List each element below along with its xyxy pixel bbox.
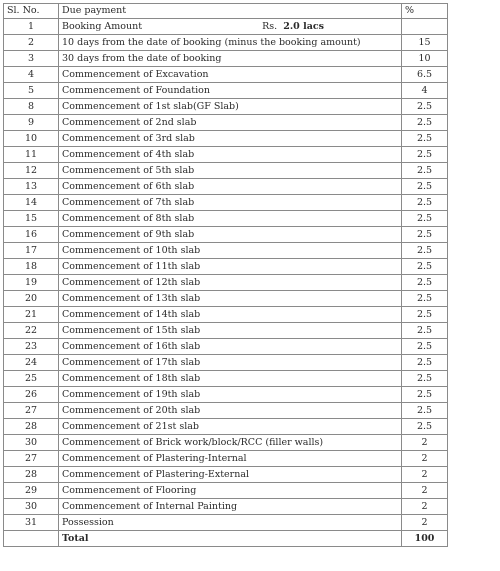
booking-amount-value: 2.0 lacs bbox=[283, 20, 324, 32]
cell-percent: 2.5 bbox=[402, 275, 448, 291]
table-row bbox=[4, 35, 448, 51]
table-row bbox=[4, 387, 448, 403]
cell-due-payment: Commencement of 8th slab bbox=[59, 211, 402, 227]
cell-due-payment: Commencement of 21st slab bbox=[59, 419, 402, 435]
cell-percent: 10 bbox=[402, 51, 448, 67]
table-row bbox=[4, 179, 448, 195]
cell-due-payment: Commencement of 10th slab bbox=[59, 243, 402, 259]
table-row bbox=[4, 323, 448, 339]
cell-due-payment: Commencement of Brick work/block/RCC (filler walls) bbox=[59, 435, 402, 451]
cell-percent: 2 bbox=[402, 451, 448, 467]
cell-percent: 2.5 bbox=[402, 227, 448, 243]
cell-due-payment: 10 days from the date of booking (minus the booking amount) bbox=[59, 35, 402, 51]
table-row bbox=[4, 371, 448, 387]
cell-due-payment: Commencement of 4th slab bbox=[59, 147, 402, 163]
cell-percent: 2.5 bbox=[402, 243, 448, 259]
cell-due-payment: Commencement of 5th slab bbox=[59, 163, 402, 179]
cell-sl-no: 26 bbox=[4, 387, 59, 403]
cell-sl-no: 3 bbox=[4, 51, 59, 67]
cell-sl-no: 1 bbox=[4, 19, 59, 35]
cell-sl-no: 24 bbox=[4, 355, 59, 371]
cell-due-payment: Commencement of 14th slab bbox=[59, 307, 402, 323]
table-row bbox=[4, 435, 448, 451]
table-row bbox=[4, 131, 448, 147]
cell-percent: 2.5 bbox=[402, 147, 448, 163]
table-row bbox=[4, 51, 448, 67]
cell-due-payment: Commencement of 1st slab(GF Slab) bbox=[59, 99, 402, 115]
cell-percent: 2 bbox=[402, 435, 448, 451]
cell-percent: 2 bbox=[402, 483, 448, 499]
cell-sl-no: 8 bbox=[4, 99, 59, 115]
cell-percent: 2.5 bbox=[402, 211, 448, 227]
cell-sl-no: 14 bbox=[4, 195, 59, 211]
cell-sl-no: 22 bbox=[4, 323, 59, 339]
cell-percent: 2.5 bbox=[402, 99, 448, 115]
table-row bbox=[4, 227, 448, 243]
cell-percent: 2.5 bbox=[402, 355, 448, 371]
table-row bbox=[4, 163, 448, 179]
cell-sl-no: 29 bbox=[4, 483, 59, 499]
cell-percent: 2.5 bbox=[402, 419, 448, 435]
cell-due-payment: Commencement of 19th slab bbox=[59, 387, 402, 403]
header-sl-no: Sl. No. bbox=[4, 4, 59, 19]
cell-sl-no: 9 bbox=[4, 115, 59, 131]
table-row bbox=[4, 115, 448, 131]
cell-due-payment: Commencement of 6th slab bbox=[59, 179, 402, 195]
cell-sl-no: 23 bbox=[4, 339, 59, 355]
table-row bbox=[4, 451, 448, 467]
cell-percent bbox=[402, 19, 448, 35]
payment-schedule-table bbox=[3, 3, 448, 547]
table-row bbox=[4, 499, 448, 515]
cell-percent: 2.5 bbox=[402, 371, 448, 387]
cell-sl-no: 27 bbox=[4, 403, 59, 419]
cell-due-payment: Commencement of 9th slab bbox=[59, 227, 402, 243]
table-row bbox=[4, 211, 448, 227]
cell-due-payment: Commencement of 18th slab bbox=[59, 371, 402, 387]
table-row bbox=[4, 195, 448, 211]
cell-sl-no: 19 bbox=[4, 275, 59, 291]
table-row bbox=[4, 339, 448, 355]
cell-percent: 2.5 bbox=[402, 291, 448, 307]
table-row bbox=[4, 291, 448, 307]
cell-percent: 2.5 bbox=[402, 195, 448, 211]
table-row bbox=[4, 403, 448, 419]
cell-percent: 2.5 bbox=[402, 259, 448, 275]
cell-sl-no: 16 bbox=[4, 227, 59, 243]
cell-percent: 2.5 bbox=[402, 403, 448, 419]
table-row bbox=[4, 83, 448, 99]
table-row bbox=[4, 307, 448, 323]
total-percent: 100 bbox=[402, 531, 448, 547]
cell-due-payment bbox=[59, 19, 402, 35]
cell-percent: 2 bbox=[402, 515, 448, 531]
total-label: Total bbox=[59, 531, 402, 547]
booking-row bbox=[4, 19, 448, 35]
cell-sl-no: 25 bbox=[4, 371, 59, 387]
table-row bbox=[4, 419, 448, 435]
table-row bbox=[4, 483, 448, 499]
cell-sl-no: 30 bbox=[4, 499, 59, 515]
cell-sl-no: 21 bbox=[4, 307, 59, 323]
cell-due-payment: Commencement of Foundation bbox=[59, 83, 402, 99]
cell-percent: 2 bbox=[402, 499, 448, 515]
cell-sl-no: 28 bbox=[4, 467, 59, 483]
cell-percent: 2.5 bbox=[402, 307, 448, 323]
cell-sl-no: 13 bbox=[4, 179, 59, 195]
cell-sl-no: 10 bbox=[4, 131, 59, 147]
cell-percent: 2.5 bbox=[402, 387, 448, 403]
cell-sl-no: 30 bbox=[4, 435, 59, 451]
table-row bbox=[4, 355, 448, 371]
cell-due-payment: Commencement of Plastering-Internal bbox=[59, 451, 402, 467]
cell-sl-no: 12 bbox=[4, 163, 59, 179]
cell-due-payment: Commencement of 2nd slab bbox=[59, 115, 402, 131]
cell-due-payment: Commencement of Excavation bbox=[59, 67, 402, 83]
cell-sl-no bbox=[4, 531, 59, 547]
cell-due-payment: Commencement of Flooring bbox=[59, 483, 402, 499]
cell-due-payment: 30 days from the date of booking bbox=[59, 51, 402, 67]
cell-percent: 6.5 bbox=[402, 67, 448, 83]
cell-due-payment: Commencement of 11th slab bbox=[59, 259, 402, 275]
cell-due-payment: Commencement of 7th slab bbox=[59, 195, 402, 211]
cell-due-payment: Commencement of 15th slab bbox=[59, 323, 402, 339]
header-percent: % bbox=[402, 4, 448, 19]
cell-percent: 2.5 bbox=[402, 323, 448, 339]
cell-percent: 2.5 bbox=[402, 163, 448, 179]
table-row bbox=[4, 147, 448, 163]
cell-percent: 15 bbox=[402, 35, 448, 51]
booking-amount bbox=[262, 22, 398, 32]
cell-due-payment: Commencement of Internal Painting bbox=[59, 499, 402, 515]
total-row bbox=[4, 531, 448, 547]
cell-sl-no: 18 bbox=[4, 259, 59, 275]
table-row bbox=[4, 275, 448, 291]
cell-sl-no: 2 bbox=[4, 35, 59, 51]
cell-due-payment: Possession bbox=[59, 515, 402, 531]
cell-sl-no: 4 bbox=[4, 67, 59, 83]
booking-amount-prefix: Rs. bbox=[262, 20, 278, 32]
table-row bbox=[4, 515, 448, 531]
cell-due-payment: Commencement of 16th slab bbox=[59, 339, 402, 355]
cell-sl-no: 28 bbox=[4, 419, 59, 435]
cell-due-payment: Commencement of Plastering-External bbox=[59, 467, 402, 483]
header-due-payment: Due payment bbox=[59, 4, 402, 19]
cell-percent: 2.5 bbox=[402, 179, 448, 195]
cell-sl-no: 17 bbox=[4, 243, 59, 259]
cell-percent: 2 bbox=[402, 467, 448, 483]
cell-percent: 2.5 bbox=[402, 339, 448, 355]
cell-due-payment: Commencement of 3rd slab bbox=[59, 131, 402, 147]
table-row bbox=[4, 67, 448, 83]
cell-due-payment: Commencement of 13th slab bbox=[59, 291, 402, 307]
cell-due-payment: Commencement of 17th slab bbox=[59, 355, 402, 371]
cell-sl-no: 5 bbox=[4, 83, 59, 99]
cell-sl-no: 20 bbox=[4, 291, 59, 307]
cell-sl-no: 31 bbox=[4, 515, 59, 531]
cell-percent: 2.5 bbox=[402, 131, 448, 147]
cell-due-payment: Commencement of 20th slab bbox=[59, 403, 402, 419]
cell-percent: 2.5 bbox=[402, 115, 448, 131]
table-row bbox=[4, 99, 448, 115]
cell-sl-no: 27 bbox=[4, 451, 59, 467]
table-row bbox=[4, 243, 448, 259]
header-row bbox=[4, 4, 448, 19]
cell-sl-no: 15 bbox=[4, 211, 59, 227]
cell-percent: 4 bbox=[402, 83, 448, 99]
cell-due-payment: Commencement of 12th slab bbox=[59, 275, 402, 291]
cell-sl-no: 11 bbox=[4, 147, 59, 163]
table-row bbox=[4, 467, 448, 483]
booking-label: Booking Amount bbox=[62, 20, 143, 32]
table-row bbox=[4, 259, 448, 275]
